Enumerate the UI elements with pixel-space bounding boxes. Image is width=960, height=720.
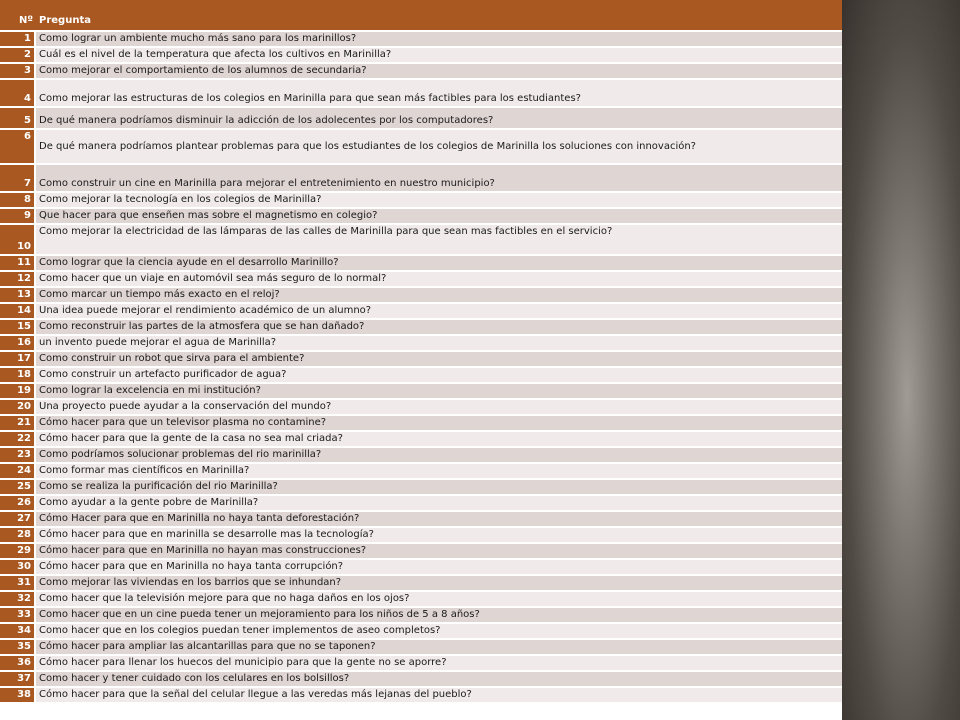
row-number: 27 [0, 512, 36, 526]
table-row [0, 576, 842, 590]
row-number: 36 [0, 656, 36, 670]
row-number: 19 [0, 384, 36, 398]
row-number: 18 [0, 368, 36, 382]
row-question: Cómo hacer para que en marinilla se desarrolle mas la tecnología? [36, 528, 842, 542]
table-row [0, 432, 842, 446]
row-question: Una idea puede mejorar el rendimiento académico de un alumno? [36, 304, 842, 318]
row-number: 3 [0, 64, 36, 78]
row-question: Como hacer que un viaje en automóvil sea más seguro de lo normal? [36, 272, 842, 286]
row-question: Cuál es el nivel de la temperatura que afecta los cultivos en Marinilla? [36, 48, 842, 62]
row-number: 1 [0, 32, 36, 46]
row-number: 13 [0, 288, 36, 302]
row-number: 9 [0, 209, 36, 223]
table-row [0, 80, 842, 106]
table-row [0, 656, 842, 670]
row-number: 22 [0, 432, 36, 446]
table-row [0, 416, 842, 430]
row-question: Como mejorar la electricidad de las lámparas de las calles de Marinilla para que sean mas factibles en el servicio? [36, 225, 842, 254]
row-question: Como reconstruir las partes de la atmosfera que se han dañado? [36, 320, 842, 334]
row-number: 33 [0, 608, 36, 622]
table-row [0, 64, 842, 78]
table-row [0, 496, 842, 510]
row-question: Como ayudar a la gente pobre de Marinilla? [36, 496, 842, 510]
row-question: Como hacer que la televisión mejore para que no haga daños en los ojos? [36, 592, 842, 606]
row-question: Cómo hacer para que la gente de la casa no sea mal criada? [36, 432, 842, 446]
row-question: Como formar mas científicos en Marinilla? [36, 464, 842, 478]
row-question: Como marcar un tiempo más exacto en el reloj? [36, 288, 842, 302]
row-number: 24 [0, 464, 36, 478]
row-number: 21 [0, 416, 36, 430]
table-row [0, 528, 842, 542]
table-header-row [0, 0, 842, 30]
row-question: Como lograr la excelencia en mi institución? [36, 384, 842, 398]
row-number: 28 [0, 528, 36, 542]
table-row [0, 512, 842, 526]
row-question: De qué manera podríamos plantear problemas para que los estudiantes de los colegios de Marinilla los soluciones con innovación? [36, 130, 842, 163]
row-question: Cómo hacer para que en Marinilla no haya tanta corrupción? [36, 560, 842, 574]
table-row [0, 352, 842, 366]
row-question: Como construir un artefacto purificador de agua? [36, 368, 842, 382]
row-number: 8 [0, 193, 36, 207]
decorative-side-panel [842, 0, 960, 720]
row-question: Cómo hacer para ampliar las alcantarillas para que no se taponen? [36, 640, 842, 654]
table-row [0, 688, 842, 702]
row-number: 35 [0, 640, 36, 654]
table-row [0, 165, 842, 191]
table-row [0, 304, 842, 318]
row-number: 5 [0, 108, 36, 128]
row-question: Como mejorar la tecnología en los colegios de Marinilla? [36, 193, 842, 207]
row-number: 34 [0, 624, 36, 638]
table-row [0, 640, 842, 654]
row-number: 4 [0, 80, 36, 106]
row-question: Como lograr un ambiente mucho más sano para los marinillos? [36, 32, 842, 46]
row-question: Cómo Hacer para que en Marinilla no haya tanta deforestación? [36, 512, 842, 526]
table-row [0, 368, 842, 382]
row-number: 11 [0, 256, 36, 270]
row-number: 2 [0, 48, 36, 62]
table-row [0, 608, 842, 622]
table-row [0, 544, 842, 558]
row-question: Como construir un robot que sirva para el ambiente? [36, 352, 842, 366]
row-question: Cómo hacer para que la señal del celular llegue a las veredas más lejanas del pueblo? [36, 688, 842, 702]
table-row [0, 209, 842, 223]
row-number: 32 [0, 592, 36, 606]
table-row [0, 624, 842, 638]
row-number: 14 [0, 304, 36, 318]
row-question: Como hacer y tener cuidado con los celulares en los bolsillos? [36, 672, 842, 686]
row-number: 6 [0, 130, 36, 163]
row-question: Que hacer para que enseñen mas sobre el magnetismo en colegio? [36, 209, 842, 223]
row-question: Como mejorar las estructuras de los colegios en Marinilla para que sean más factibles para los estudiantes? [36, 80, 842, 106]
row-number: 20 [0, 400, 36, 414]
row-number: 38 [0, 688, 36, 702]
row-number: 12 [0, 272, 36, 286]
row-number: 29 [0, 544, 36, 558]
table-row [0, 48, 842, 62]
table-row [0, 560, 842, 574]
row-number: 23 [0, 448, 36, 462]
table-row [0, 225, 842, 254]
table-row [0, 130, 842, 163]
table-row [0, 384, 842, 398]
row-number: 25 [0, 480, 36, 494]
row-question: un invento puede mejorar el agua de Marinilla? [36, 336, 842, 350]
header-question: Pregunta [36, 0, 842, 30]
table-row [0, 672, 842, 686]
row-question: Como hacer que en un cine pueda tener un mejoramiento para los niños de 5 a 8 años? [36, 608, 842, 622]
row-number: 26 [0, 496, 36, 510]
row-number: 31 [0, 576, 36, 590]
row-question: Como podríamos solucionar problemas del rio marinilla? [36, 448, 842, 462]
table-row [0, 193, 842, 207]
header-number: Nº [0, 0, 36, 30]
table-row [0, 288, 842, 302]
row-number: 15 [0, 320, 36, 334]
table-row [0, 320, 842, 334]
row-number: 30 [0, 560, 36, 574]
row-number: 16 [0, 336, 36, 350]
row-number: 17 [0, 352, 36, 366]
row-question: Cómo hacer para llenar los huecos del municipio para que la gente no se aporre? [36, 656, 842, 670]
table-row [0, 32, 842, 46]
table-row [0, 592, 842, 606]
row-question: Una proyecto puede ayudar a la conservación del mundo? [36, 400, 842, 414]
row-question: Como lograr que la ciencia ayude en el desarrollo Marinillo? [36, 256, 842, 270]
table-row [0, 400, 842, 414]
row-question: Como mejorar el comportamiento de los alumnos de secundaria? [36, 64, 842, 78]
row-question: Como construir un cine en Marinilla para mejorar el entretenimiento en nuestro municipio? [36, 165, 842, 191]
row-question: De qué manera podríamos disminuir la adicción de los adolecentes por los computadores? [36, 108, 842, 128]
table-row [0, 464, 842, 478]
row-number: 37 [0, 672, 36, 686]
table-row [0, 336, 842, 350]
row-number: 10 [0, 225, 36, 254]
table-row [0, 108, 842, 128]
table-row [0, 448, 842, 462]
table-row [0, 272, 842, 286]
row-question: Como se realiza la purificación del rio Marinilla? [36, 480, 842, 494]
row-number: 7 [0, 165, 36, 191]
table-row [0, 480, 842, 494]
table-body [0, 32, 842, 702]
row-question: Como mejorar las viviendas en los barrios que se inhundan? [36, 576, 842, 590]
table-row [0, 256, 842, 270]
row-question: Como hacer que en los colegios puedan tener implementos de aseo completos? [36, 624, 842, 638]
row-question: Cómo hacer para que un televisor plasma no contamine? [36, 416, 842, 430]
row-question: Cómo hacer para que en Marinilla no hayan mas construcciones? [36, 544, 842, 558]
